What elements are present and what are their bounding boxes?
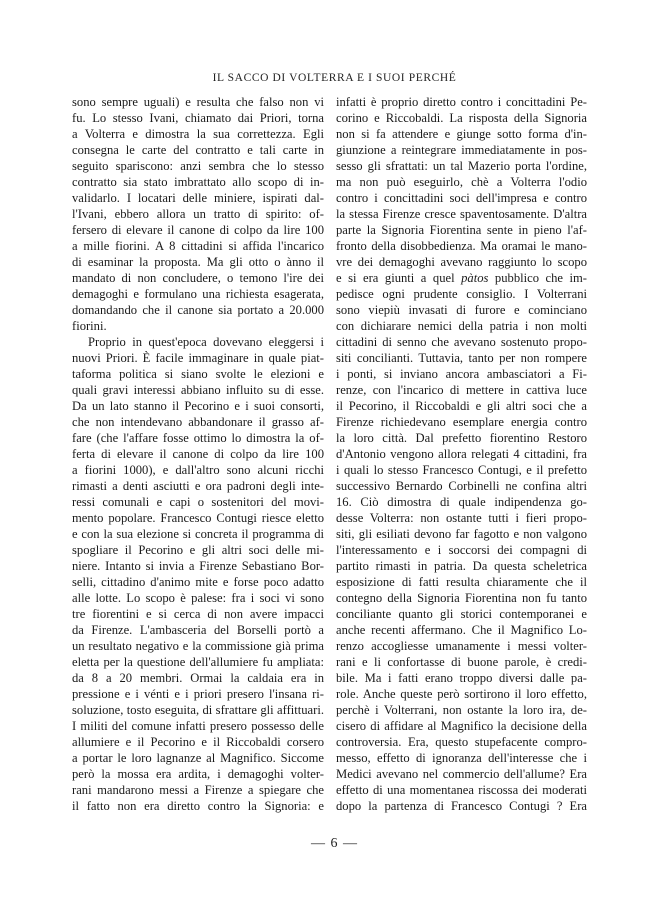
text-line: consegna le carte del contratto e tali carte in [72,143,324,157]
text-line: a fiorini 1000), e dall'altro sono alcuni ricchi [72,463,324,477]
text-line: messo, effetto di ignoranza dell'interesse che i [336,751,587,765]
text-line: 16. Ciò dimostra di quale indipendenza go- [336,495,587,509]
text-line: sono viepiù invasati di furore e cominciano [336,303,587,317]
text-line: spogliare il Pecorino e gli altri soci delle mi- [72,543,324,557]
text-line: demagoghi e formulano una richiesta esagerata, [72,287,324,301]
text-line: infatti è proprio diretto contro i concittadini Pe- [336,95,587,109]
text-line: però la mossa era ardita, i demagoghi volter- [72,767,324,781]
text-line: fronto della disobbedienza. Ma oramai le mano- [336,239,587,253]
text-line: a mille fiorini. A 8 cittadini si affida l'incarico [72,239,324,253]
text-line: rani e li confortasse di buone parole, è credi- [336,655,587,669]
text-line: contegno della Signoria Fiorentina non fu tanto [336,591,587,605]
text-line: la loro città. Dal prefetto fiorentino Restoro [336,431,587,445]
text-line: I militi del comune infatti presero possesso delle [72,719,324,733]
text-column-left [72,94,324,814]
text-line: dopo la partenza di Francesco Contugi ? Era [336,799,587,813]
text-line: fu. Lo stesso Ivani, chiamato dai Priori, torna [72,111,324,125]
text-line: esposizione di fatti resulta chiaramente che il [336,575,587,589]
text-line: perchè i Volterrani, non ostante la loro ira, de- [336,703,587,717]
text-line: sesso gli sfrattati: un tal Mazerio porta l'ordine, [336,159,587,173]
text-line: cisero di affidare al Magnifico la decisione della [336,719,587,733]
text-line: effetto di una momentanea riscossa dei moderati [336,783,587,797]
paragraph-end-line: fiorini. [72,319,107,333]
text-line: renze, con l'incarico di mettere in cattiva luce [336,383,587,397]
text-line: contratto sia stato imbrattato allo scopo di in- [72,175,324,189]
text-line: allumiere e il Pecorino e il Riccobaldi corsero [72,735,324,749]
text-line: seguito spariscono: anzi sembra che lo stesso [72,159,324,173]
text-line: fersero di elevare il canone di colpo da lire 100 [72,223,324,237]
text-line: siti, gli esiliati devono far fagotto e non valgono [336,527,587,541]
text-line: i quali lo stesso Francesco Contugi, e il prefetto [336,463,587,477]
text-line: nuovi Priori. È facile immaginare in quale piat- [72,351,324,365]
text-line: pedisce ogni prudente consiglio. I Volterrani [336,287,587,301]
text-line: taforma politica si siano svolte le elezioni e [72,367,324,381]
text-line: conciliante quanto gli storici contemporanei e [336,607,587,621]
text-line: soluzione, tosto eseguita, di sfrattare gli affittuari. [72,703,324,717]
text-line: Da un lato stanno il Pecorino e i suoi consorti, [72,399,324,413]
text-line: mandato di non concludere, o temono l'ire dei [72,271,324,285]
text-column-right [336,94,587,814]
running-title: IL SACCO DI VOLTERRA E I SUOI PERCHÉ [212,72,457,84]
text-line: rani mandarono messi a Firenze a spiegare che [72,783,324,797]
text-line: alle lotte. Lo scopo è palese: fra i soci vi sono [72,591,324,605]
text-line: da 8 a 20 membri. Ormai la caldaia era in [72,671,324,685]
text-line: Firenze richiedevano esemplare energia contro [336,415,587,429]
text-line: contro i concittadini soci dell'impresa e contro [336,191,587,205]
text-line: tre fiorentini e si cerca di non avere impacci [72,607,324,621]
text-line: renzo accogliesse umanamente i messi volter- [336,639,587,653]
text-line: rimasti a denti asciutti e ora padroni degli inte- [72,479,324,493]
text-line: selli, cittadino d'animo mite e forse poco adatto [72,575,324,589]
text-line: validarlo. I locatari delle miniere, ispirati dal- [72,191,324,205]
text-line: partito rimasti in patria. Da questa scheletrica [336,559,587,573]
text-line: ferta di elevare il canone di colpo da lire 100 [72,447,324,461]
text-line: eletta per la questione dell'allumiere fu ampliata: [72,655,324,669]
text-line: bile. Ma i fatti erano troppo diversi dalle pa- [336,671,587,685]
text-line: che non intendevano abbandonare il grasso af- [72,415,324,429]
text-line: controversia. Era, questo stupefacente compro- [336,735,587,749]
text-line: sono sempre uguali) e resulta che falso non vi [72,95,324,109]
text-line: anche recenti affermano. Che il Magnifico Lo- [336,623,587,637]
text-line: i ponti, si inviano ancora ambasciatori a Fi- [336,367,587,381]
text-line: mento popolare. Francesco Contugi riesce eletto [72,511,324,525]
text-line: vre dei demagoghi avevano raggiunto lo scopo [336,255,587,269]
text-line: e con la sua elezione si concreta il programma di [72,527,324,541]
text-line: quali gravi interessi abbiano influito su di esse. [72,383,324,397]
text-line: ressi comunali e capi o sostenitori del movi- [72,495,324,509]
text-line: ma non può eseguirlo, chè a Volterra l'odio [336,175,587,189]
text-line: e si era giunti a quel pàtos pubblico che im- [336,271,587,285]
text-line: a portar le loro lagnanze al Magnifico. Siccome [72,751,324,765]
text-line: niere. Intanto si invia a Firenze Sebastiano Bor- [72,559,324,573]
text-line: desse Volterra: non ostante tutti i fieri propo- [336,511,587,525]
page-number: — 6 — [311,836,358,851]
text-line: da Firenze. L'ambasceria del Borselli portò a [72,623,324,637]
text-line: corino e Riccobaldi. La risposta della Signoria [336,111,587,125]
text-line: successivo Bernardo Corbinelli ne confina altri [336,479,587,493]
text-line: un resultato negativo e la commissione già prima [72,639,324,653]
text-line: cittadini di senno che avevano sostenuto propo- [336,335,587,349]
text-line: giunzione a reintegrare immediatamente in pos- [336,143,587,157]
text-line: il fatto non era diretto contro la Signoria: e [72,799,324,813]
text-line: parte la Signoria Fiorentina sente in pieno l'af- [336,223,587,237]
text-line: con dichiarare nemici della patria i non molti [336,319,587,333]
text-line: non si fa attendere e giunge sotto forma d'in- [336,127,587,141]
text-line: la stessa Firenze cresce spaventosamente. D'altra [336,207,587,221]
text-line: pressione e i vénti e i priori presero l'insana ri- [72,687,324,701]
text-line: di esaminar la proposta. Ma gli otto o ànno il [72,255,324,269]
paragraph-start-line: Proprio in quest'epoca dovevano eleggersi i [88,335,324,349]
text-line: domandando che il canone sia portato a 20.000 [72,303,324,317]
text-line: l'interessamento e i soccorsi dei compagni di [336,543,587,557]
text-line: d'Antonio vengono allora relegati 4 cittadini, fra [336,447,587,461]
text-line: l'Ivani, ebbero allora un tratto di spirito: of- [72,207,324,221]
text-line: siti concilianti. Tuttavia, tanto per non rompere [336,351,587,365]
text-line: a Volterra e dimostra la sua correttezza. Egli [72,127,324,141]
text-line: role. Anche queste però sortirono il loro effetto, [336,687,587,701]
italic-term: pàtos [461,271,489,285]
text-line: Medici avevano nel commercio dell'allume? Era [336,767,587,781]
text-line: il Pecorino, il Riccobaldi e gli altri soci che a [336,399,587,413]
text-line: fare (che l'affare fosse ottimo lo dimostra la of- [72,431,324,445]
